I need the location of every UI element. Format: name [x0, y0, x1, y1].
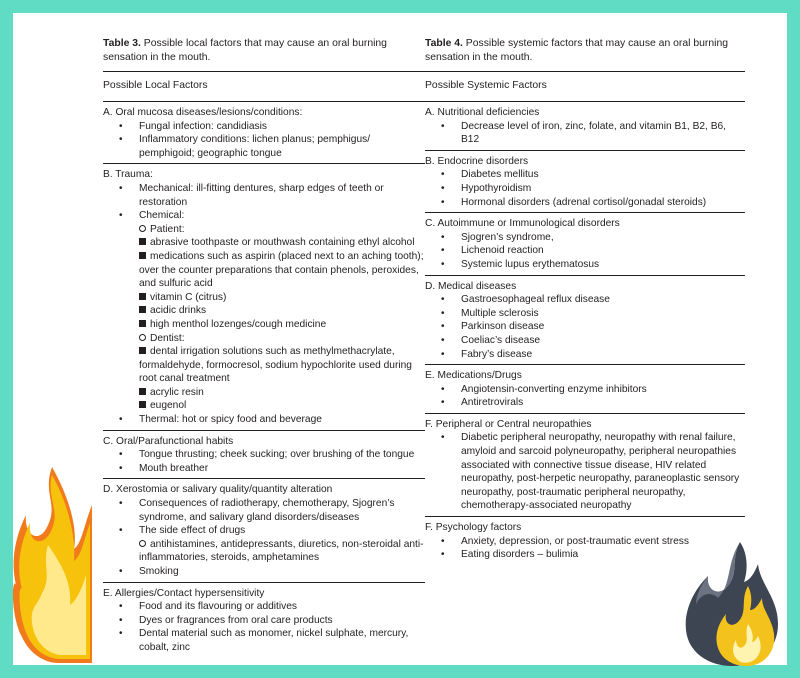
- list-item: • Anxiety, depression, or post-traumatic event stress: [425, 535, 745, 549]
- section-b-endocrine: [425, 150, 745, 212]
- circle-bullet-icon: [139, 540, 146, 547]
- item-list: [103, 182, 425, 427]
- list-item: • Systemic lupus erythematosus: [425, 258, 745, 272]
- table-3-label: Table 3.: [103, 38, 141, 49]
- sub-item: [103, 223, 425, 237]
- sub-item-text: Dentist:: [150, 332, 185, 344]
- list-item: • Chemical:: [103, 209, 425, 223]
- section-a-local: [103, 101, 425, 163]
- sub-item: [103, 386, 425, 400]
- section-d-medical: [425, 275, 745, 365]
- square-bullet-icon: [139, 388, 146, 395]
- section-title: F. Peripheral or Central neuropathies: [425, 418, 592, 430]
- square-bullet-icon: [139, 238, 146, 245]
- table-4-caption-text: Possible systemic factors that may cause an oral burning sensation in the mouth.: [425, 38, 729, 63]
- item-list: [103, 120, 425, 161]
- table-4-caption: [425, 35, 745, 65]
- table-3: [103, 35, 425, 658]
- sub-item: [103, 332, 425, 346]
- list-item: • Hypothyroidism: [425, 182, 745, 196]
- sub-item: [103, 318, 425, 332]
- section-title: A. Oral mucosa diseases/lesions/conditions:: [103, 107, 303, 118]
- list-item: • Hormonal disorders (adrenal cortisol/gonadal steroids): [425, 196, 745, 210]
- section-e-allergies: [103, 582, 425, 658]
- section-title: F. Psychology factors: [425, 522, 522, 534]
- sub-item-text: medications such as aspirin (placed next to an aching tooth); over the counter preparations that contain phenols, peroxides, and sulfuric acid: [139, 250, 424, 290]
- section-title: D. Xerostomia or salivary quality/quantity alteration: [103, 484, 333, 496]
- list-item: • Diabetes mellitus: [425, 168, 745, 182]
- item-list: [103, 497, 425, 579]
- section-d-xerostomia: [103, 478, 425, 581]
- table-4: [425, 35, 745, 565]
- document-card: [13, 13, 787, 665]
- section-title: B. Endocrine disorders: [425, 155, 529, 167]
- list-item: • Consequences of radiotherapy, chemotherapy, Sjogren’s syndrome, and salivary gland disorders/diseases: [103, 497, 425, 524]
- list-item: • Sjogren’s syndrome,: [425, 231, 745, 245]
- table-4-column-header: Possible Systemic Factors: [425, 80, 547, 91]
- square-bullet-icon: [139, 347, 146, 354]
- list-item: • Diabetic peripheral neuropathy, neuropathy with renal failure, amyloid and sarcoid polyneuropathy, peripheral neuropathies associated with connective tissue disease, HIV related neuropathy, post-herpetic neuropathy, paraneoplastic sensory neuropathy, post-traumatic peripheral neuropathy, chemotherapy-associated neuropathy: [425, 431, 745, 513]
- sub-item-text: eugenol: [150, 400, 187, 412]
- sub-item-text: antihistamines, antidepressants, diuretics, non-steroidal anti-inflammatories, steroids, amphetamines: [139, 538, 424, 564]
- square-bullet-icon: [139, 293, 146, 300]
- square-bullet-icon: [139, 320, 146, 327]
- item-list: [425, 120, 745, 147]
- list-item: • Eating disorders – bulimia: [425, 548, 745, 562]
- sub-item: [103, 250, 425, 291]
- sub-item: [103, 236, 425, 250]
- list-item: • Food and its flavouring or additives: [103, 600, 425, 614]
- fire-3d-icon: [678, 540, 786, 668]
- sub-item-text: acrylic resin: [150, 386, 204, 398]
- table-4-label: Table 4.: [425, 38, 463, 49]
- list-item: • Smoking: [103, 565, 425, 579]
- square-bullet-icon: [139, 252, 146, 259]
- item-list: [425, 293, 745, 361]
- section-a-nutritional: [425, 101, 745, 150]
- sub-item: [103, 291, 425, 305]
- square-bullet-icon: [139, 401, 146, 408]
- section-c-autoimmune: [425, 212, 745, 274]
- list-item: • Lichenoid reaction: [425, 244, 745, 258]
- list-item: • Tongue thrusting; cheek sucking; over brushing of the tongue: [103, 448, 425, 462]
- list-item: • Mouth breather: [103, 462, 425, 476]
- list-item: • Gastroesophageal reflux disease: [425, 293, 745, 307]
- list-item: • Dental material such as monomer, nickel sulphate, mercury, cobalt, zinc: [103, 627, 425, 654]
- section-title: E. Allergies/Contact hypersensitivity: [103, 587, 265, 599]
- section-e-medications: [425, 364, 745, 413]
- section-title: D. Medical diseases: [425, 280, 517, 292]
- list-item: • Coeliac’s disease: [425, 334, 745, 348]
- section-title: C. Autoimmune or Immunological disorders: [425, 218, 620, 230]
- list-item: • Multiple sclerosis: [425, 307, 745, 321]
- item-list: [425, 231, 745, 272]
- list-item: • Fabry’s disease: [425, 348, 745, 362]
- square-bullet-icon: [139, 306, 146, 313]
- list-item: • Parkinson disease: [425, 320, 745, 334]
- fire-icon: [12, 465, 92, 665]
- table-3-caption-text: Possible local factors that may cause an oral burning sensation in the mouth.: [103, 38, 387, 63]
- table-3-caption: [103, 35, 425, 65]
- sub-item-text: high menthol lozenges/cough medicine: [150, 318, 327, 330]
- list-item: • Inflammatory conditions: lichen planus; pemphigus/ pemphigoid; geographic tongue: [103, 133, 425, 160]
- list-item: • Antiretrovirals: [425, 396, 745, 410]
- sub-item: [103, 399, 425, 413]
- list-item: • Angiotensin-converting enzyme inhibitors: [425, 383, 745, 397]
- sub-item-text: vitamin C (citrus): [150, 291, 227, 303]
- list-item: • Dyes or fragrances from oral care products: [103, 614, 425, 628]
- circle-bullet-icon: [139, 225, 146, 232]
- sub-item-text: dental irrigation solutions such as methylmethacrylate, formaldehyde, formocresol, sodium hypochlorite used during root canal treatment: [139, 346, 412, 385]
- section-title: C. Oral/Parafunctional habits: [103, 435, 234, 447]
- list-item: • Mechanical: ill-fitting dentures, sharp edges of teeth or restoration: [103, 182, 425, 209]
- sub-item-text: acidic drinks: [150, 305, 207, 317]
- circle-bullet-icon: [139, 334, 146, 341]
- sub-item-text: abrasive toothpaste or mouthwash containing ethyl alcohol: [150, 237, 415, 249]
- section-f-neuropathies: [425, 413, 745, 516]
- sub-item: [103, 345, 425, 386]
- item-list: [425, 431, 745, 513]
- sub-item: [103, 304, 425, 318]
- list-item: • Thermal: hot or spicy food and beverage: [103, 413, 425, 427]
- list-item: • Decrease level of iron, zinc, folate, and vitamin B1, B2, B6, B12: [425, 120, 745, 147]
- list-item: • The side effect of drugs: [103, 524, 425, 538]
- section-b-trauma: [103, 163, 425, 429]
- table-3-column-header: Possible Local Factors: [103, 80, 208, 91]
- sub-item-text: Patient:: [150, 223, 185, 235]
- item-list: [103, 448, 425, 475]
- list-item: • Fungal infection: candidiasis: [103, 120, 425, 134]
- section-c-habits: [103, 430, 425, 479]
- item-list: [425, 383, 745, 410]
- item-list: [425, 168, 745, 209]
- section-title: A. Nutritional deficiencies: [425, 107, 540, 118]
- section-title: E. Medications/Drugs: [425, 370, 522, 382]
- item-list: [103, 600, 425, 654]
- sub-item: [103, 538, 425, 565]
- section-title: B. Trauma:: [103, 169, 153, 181]
